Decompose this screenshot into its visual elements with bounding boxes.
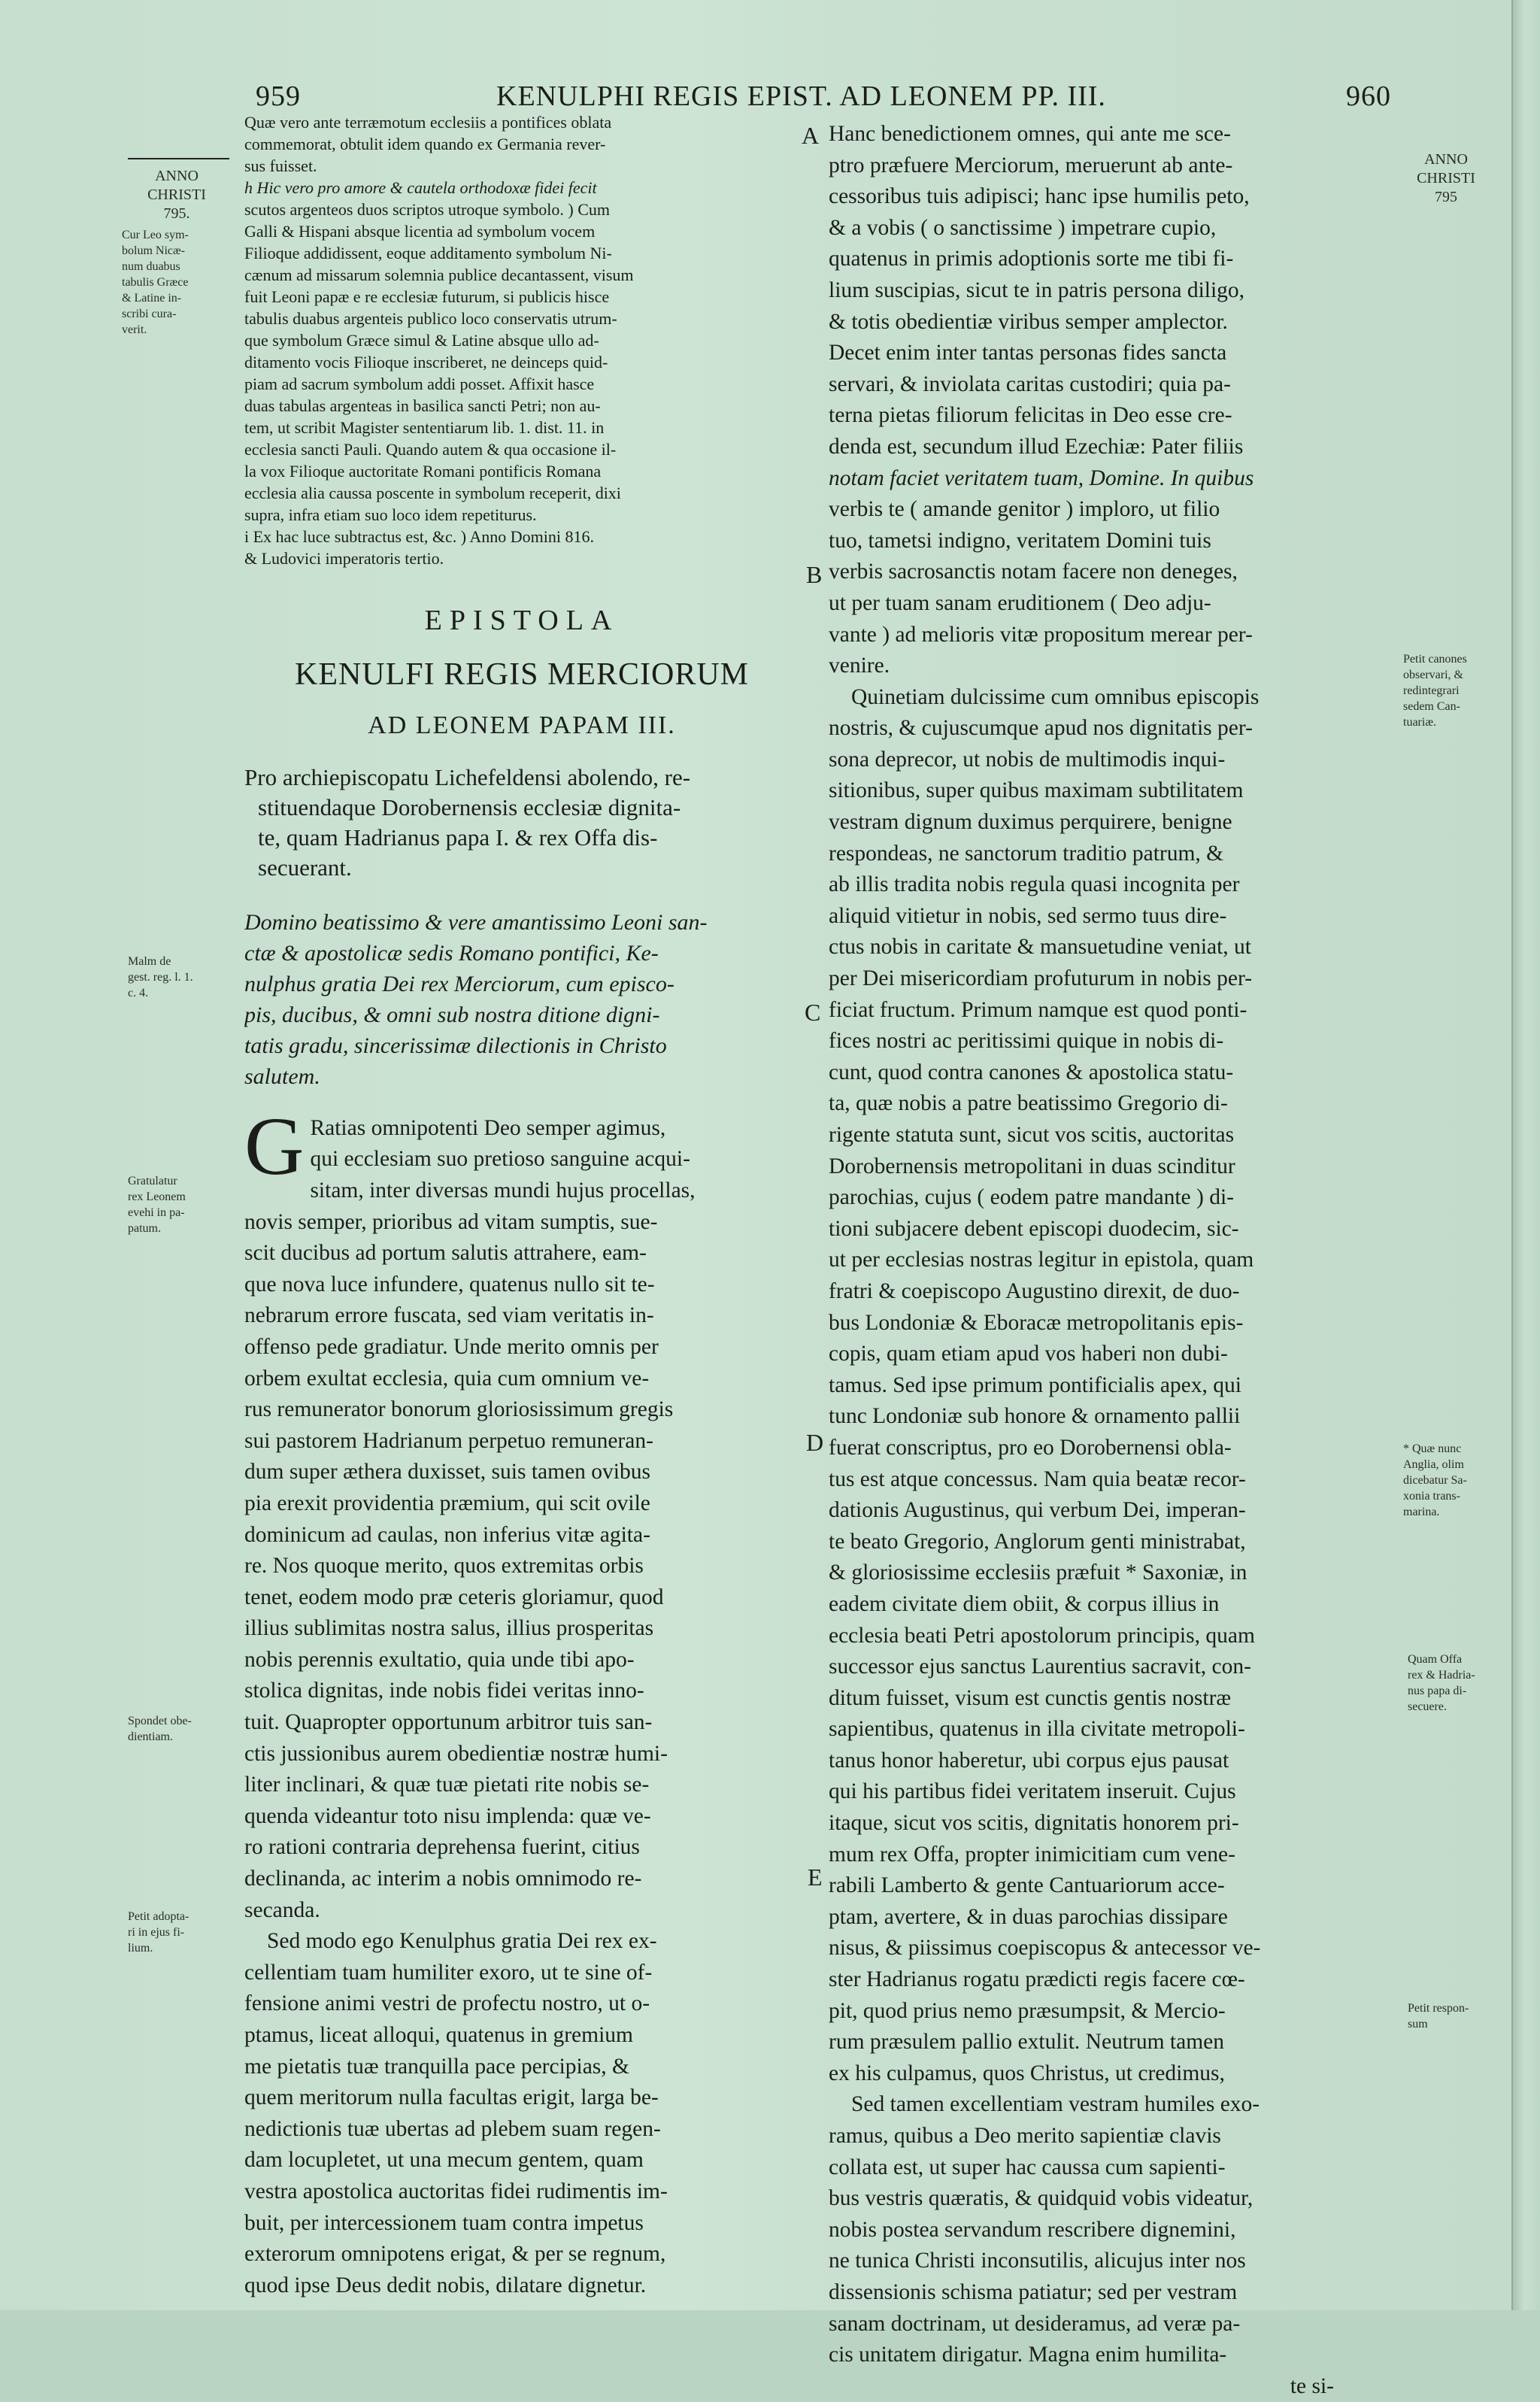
anno-christi-left: ANNO CHRISTI 795. (147, 168, 206, 222)
drop-cap: G (244, 1099, 305, 1192)
anno-christi-right: ANNO CHRISTI 795 (1417, 151, 1475, 205)
section-letter-a: A (802, 122, 820, 149)
right-paragraph-3: Sed tamen excellentiam vestram humiles exo- ramus, quibus a Deo merito sapientiæ clavis collata est, ut super hac caussa cum sapienti- bus vestris quæratis, & quidquid vobis videatur, nobis postea servandum rescribere dignemini, ne tunica Christi inconsutilis, alicujus inter nos dissensionis schisma patiatur; sed per vestram sanam doctrinam, ut desideramus, ad veræ pa- cis unitatem dirigatur. Magna enim humilita- (829, 2092, 1260, 2367)
margin-note-offa: Quam Offa rex & Hadria- nus papa di- secuere. (1408, 1653, 1475, 1713)
section-letter-d: D (806, 1429, 824, 1456)
margin-note-spondet: Spondet obe- dientiam. (128, 1715, 192, 1743)
running-title: KENULPHI REGIS EPIST. AD LEONEM PP. III. (496, 80, 1106, 112)
section-letter-b: B (806, 561, 823, 588)
section-letter-e: E (808, 1864, 823, 1891)
margin-note-petit-canones: Petit canones observari, & redintegrari sedem Can- tuariæ. (1403, 653, 1467, 729)
right-column (829, 119, 1402, 2402)
salutation: Domino beatissimo & vere amantissimo Leoni san- ctæ & apostolicæ sedis Romano pontifici, Ke- nulphus gratia Dei rex Merciorum, cum episco- pis, ducibus, & omni sub nostra ditione digni- tatis gradu, sincerissimæ dilectionis in Christo salutem. (244, 909, 708, 1089)
letter-body-part1: G Ratias omnipotenti Deo semper agimus, qui ecclesiam suo pretioso sanguine acqui- sitam, inter diversas mundi hujus procellas, novis semper, prioribus ad vitam sumptis, sue- scit ducibus ad portum salutis attrahere, eam- que nova luce infundere, quatenus nullo sit te- nebrarum errore fuscata, sed viam veritatis in- offenso pede gradiatur. Unde merito omnis per orbem exultat ecclesia, quia cum omnium ve- rus remunerator bonorum gloriosissimum gregis sui pastorem Hadrianum perpetuo remuneran- dum super æthera duxisset, suis tamen ovibus pia erexit providentia præmium, qui scit ovile dominicum ad caulas, non inferius vitæ agita- re. Nos quoque merito, quos extremitas orbis tenet, eodem modo præ ceteris gloriamur, quod illius sublimitas nostra salus, illius prosperitas nobis perennis exultatio, quia unde tibi apo- stolica dignitas, inde nobis fidei veritas inno- tuit. Quapropter opportunum arbitror tuis san- ctis jussionibus aurem obedientiæ nostræ humi- liter inclinari, & quæ tuæ pietati rite nobis se- quenda videantur toto nisu implenda: quæ ve- ro rationi contraria deprehensa fuerint, citius declinanda, ac interim a nobis omnimodo re- secanda. (244, 1099, 696, 1922)
epistola-heading: EPISTOLA (424, 605, 620, 636)
page-number-right: 960 (1346, 80, 1391, 112)
margin-note-malm: Malm de gest. reg. l. 1. c. 4. (128, 955, 193, 999)
left-column (244, 111, 799, 2301)
margin-note-petit-adoptari: Petit adopta- ri in ejus fi- lium. (128, 1910, 189, 1955)
section-letter-c: C (805, 999, 821, 1026)
epistola-title: KENULFI REGIS MERCIORUM (294, 657, 750, 692)
margin-note-petit-responsum: Petit respon- sum (1408, 2002, 1469, 2030)
margin-note-symbol: Cur Leo sym- bolum Nicæ- num duabus tabulis Græce & Latine in- scribi cura- verit. (122, 229, 189, 336)
catchword: te si- (1290, 2373, 1334, 2398)
epistola-subtitle: AD LEONEM PAPAM III. (368, 711, 676, 740)
epistola-summary: Pro archiepiscopatu Lichefeldensi abolendo, re- stituendaque Dorobernensis ecclesiæ dignita- te, quam Hadrianus papa I. & rex Offa dis- secuerant. (244, 763, 691, 881)
right-paragraph-1: Hanc benedictionem omnes, qui ante me sce- ptro præfuere Merciorum, meruerunt ab ante- cessoribus tuis adipisci; hanc ipse humilis peto, & a vobis ( o sanctissime ) impetrare cupio, quatenus in primis adoptionis sorte me tibi fi- lium suscipias, sicut te in patris persona diligo, & totis obedientiæ viribus semper amplector. Decet enim inter tantas personas fides sancta servari, & inviolata caritas custodiri; quia pa- terna pietas filiorum felicitas in Deo esse cre- denda est, secundum illud Ezechiæ: Pater filiis notam faciet veritatem tuam, Domine. In quibus verbis te ( amande genitor ) imploro, ut filio tuo, tametsi indigno, veritatem Domini tuis verbis sacrosanctis notam facere non deneges, ut per tuam sanam eruditionem ( Deo adju- vante ) ad melioris vitæ propositum merear per- venire. (829, 122, 1254, 678)
margin-note-saxonia: * Quæ nunc Anglia, olim dicebatur Sa- xonia trans- marina. (1403, 1442, 1467, 1518)
margin-rule (128, 158, 229, 159)
adjacent-page-edge (1511, 0, 1540, 2310)
margin-note-gratulatur: Gratulatur rex Leonem evehi in pa- patum. (128, 1175, 186, 1235)
right-paragraph-2: Quinetiam dulcissime cum omnibus episcopis nostris, & cujuscumque apud nos dignitatis per- sona deprecor, ut nobis de multimodis inqui- sitionibus, super quibus maximam subtilitatem vestram dignum duximus perquirere, benigne respondeas, ne sanctorum traditio patrum, & ab illis tradita nobis regula quasi incognita per aliquid vitietur in nobis, sed sermo tuus dire- ctus nobis in caritate & mansuetudine veniat, ut per Dei misericordiam profuturum in nobis per- ficiat fructum. Primum namque est quod ponti- fices nostri ac peritissimi quique in nobis di- cunt, quod contra canones & apostolica statu- ta, quæ nobis a patre beatissimo Gregorio di- rigente statuta sunt, sicut vos scitis, auctoritas Dorobernensis metropolitani in duas scinditur parochias, cujus ( eodem patre mandante ) di- tioni subjacere debent episcopi duodecim, sic- ut per ecclesias nostras legitur in epistola, quam fratri & coepiscopo Augustino direxit, de duo- bus Londoniæ & Eboracæ metropolitanis epis- copis, quam etiam apud vos haberi non dubi- tamus. Sed ipse primum pontificialis apex, qui tunc Londoniæ sub honore & ornamento pallii fuerat conscriptus, pro eo Dorobernensi obla- tus est atque concessus. Nam quia beatæ recor- dationis Augustinus, qui verbum Dei, imperan- te beato Gregorio, Anglorum genti ministrabat, & gloriosissime ecclesiis præfuit * Saxoniæ, in eadem civitate diem obiit, & corpus illius in ecclesia beati Petri apostolorum principis, quam successor ejus sanctus Laurentius sacravit, con- ditum fuisset, visum est cunctis gentis nostræ sapientibus, quatenus in illa civitate metropoli- tanus honor haberetur, ubi corpus ejus pausat qui his partibus fidei veritatem inseruit. Cujus itaque, sicut vos scitis, dignitatis honorem pri- mum rex Offa, propter inimicitiam cum vene- rabili Lamberto & gente Cantuariorum acce- ptam, avertere, & in duas parochias dissipare nisus, & piissimus coepiscopus & antecessor ve- ster Hadrianus rogatu prædicti regis facere cœ- pit, quod prius nemo præsumpsit, & Mercio- rum præsulem pallio extulit. Neutrum tamen ex his culpamus, quos Christus, ut credimus, (829, 684, 1261, 2085)
letter-body-part2: Sed modo ego Kenulphus gratia Dei rex ex- cellentiam tuam humiliter exoro, ut te sine of- fensione animi vestri de profectu nostro, ut o- ptamus, liceat alloqui, quatenus in gremium me pietatis tuæ tranquilla pace percipias, & quem meritorum nulla facultas erigit, larga be- nedictionis tuæ ubertas ad plebem suam regen- dam locupletet, ut una mecum gentem, quam vestra apostolica auctoritas fidei rudimentis im- buit, per intercessionem tuam contra impetus exterorum omnipotens erigat, & per se regnum, quod ipse Deus dedit nobis, dilatare dignetur. (244, 1929, 668, 2297)
page-number-left: 959 (256, 80, 301, 112)
footnotes: Quæ vero ante terræmotum ecclesiis a pontifices oblata commemorat, obtulit idem quando ex Germania rever- sus fuisset. h Hic vero pro amore & cautela orthodoxæ fidei fecit scutos argenteos duos scriptos utroque symbolo. ) Cum Galli & Hispani absque licentia ad symbolum vocem Filioque addidissent, eoque additamento symbolum Ni- cænum ad missarum solemnia publice decantassent, visum fuit Leoni papæ e re ecclesiæ futurum, si publicis hisce tabulis duabus argenteis publico loco conservatis utrum- que symbolum Græce simul & Latine absque ullo ad- ditamento vocis Filioque inscriberet, ne deinceps quid- piam ad sacrum symbolum addi posset. Affixit hasce duas tabulas argenteas in basilica sancti Petri; non au- tem, ut scribit Magister sententiarum lib. 1. dist. 11. in ecclesia sancti Pauli. Quando autem & qua occasione il- la vox Filioque auctoritate Romani pontificis Romana ecclesia alia caussa poscente in symbolum receperit, dixi supra, infra etiam suo loco idem repetiturus. i Ex hac luce subtractus est, &c. ) Anno Domini 816. & Ludovici imperatoris tertio. (244, 113, 634, 568)
